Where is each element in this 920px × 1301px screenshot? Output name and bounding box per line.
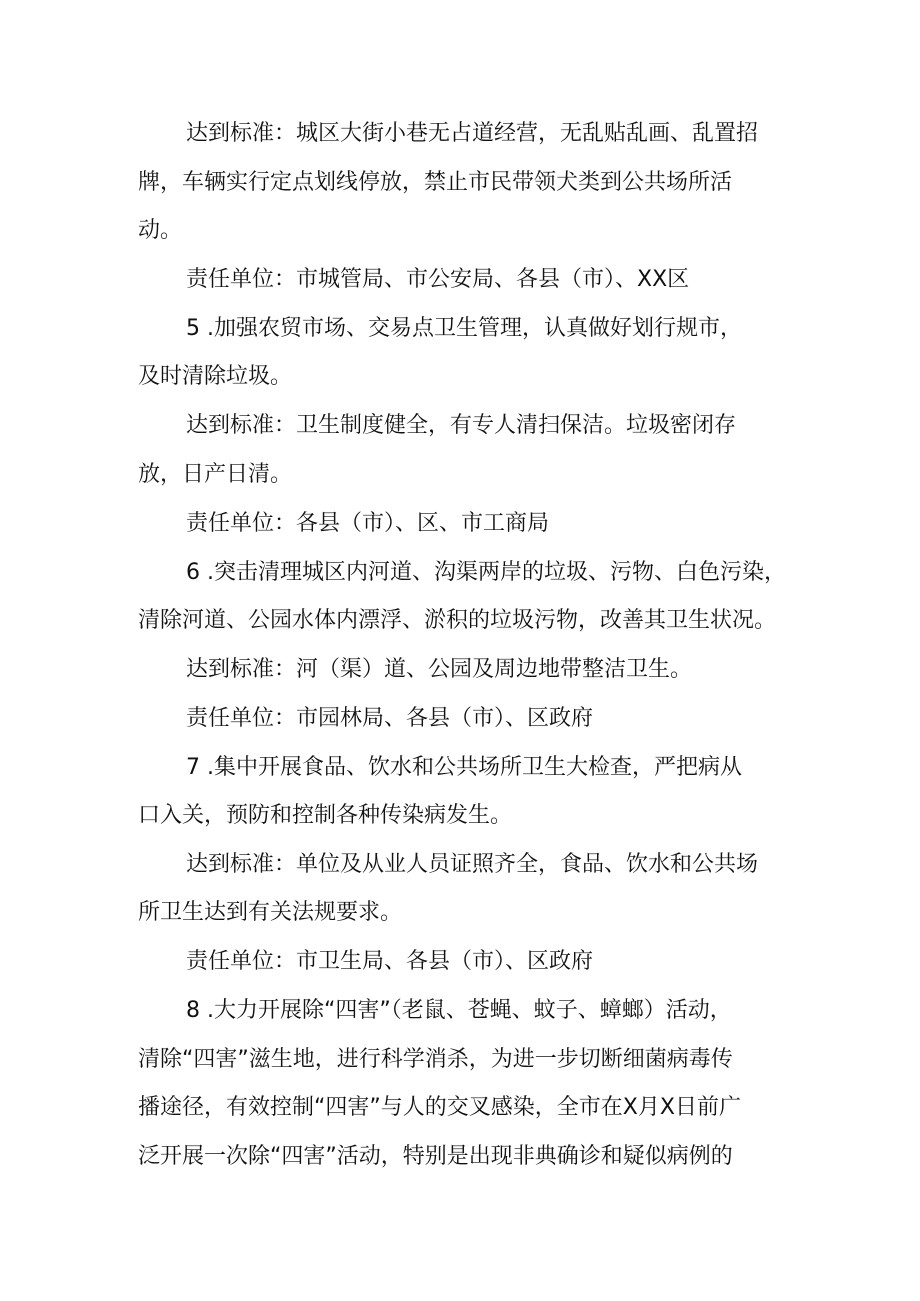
responsible-unit-6: 责任单位：市园林局、各县（市）、区政府 bbox=[186, 706, 594, 731]
responsible-unit-5: 责任单位：各县（市）、区、市工商局 bbox=[186, 511, 550, 536]
responsible-unit-line: 责任单位：市城管局、市公安局、各县（市）、XX区 bbox=[186, 267, 690, 292]
standard-6: 达到标准：河（渠）道、公园及周边地带整洁卫生。 bbox=[186, 657, 693, 682]
item-8-line-2: 清除“四害”滋生地，进行科学消杀，为进一步切断细菌病毒传 bbox=[138, 1047, 733, 1072]
item-5-line-1: 5 .加强农贸市场、交易点卫生管理，认真做好划行规市， bbox=[186, 316, 742, 341]
item-6-line-2: 清除河道、公园水体内漂浮、淤积的垃圾污物，改善其卫生状况。 bbox=[138, 608, 777, 633]
item-6-line-1: 6 .突击清理城区内河道、沟渠两岸的垃圾、污物、白色污染， bbox=[186, 560, 786, 585]
standard-7-line-2: 所卫生达到有关法规要求。 bbox=[138, 900, 403, 925]
item-7-line-2: 口入关，预防和控制各种传染病发生。 bbox=[138, 803, 513, 828]
responsible-unit-7: 责任单位：市卫生局、各县（市）、区政府 bbox=[186, 949, 594, 974]
item-7-line-1: 7 .集中开展食品、饮水和公共场所卫生大检查，严把病从 bbox=[186, 755, 742, 780]
item-8-line-1: 8 .大力开展除“四害”（老鼠、苍蝇、蚊子、蟑螂）活动， bbox=[186, 998, 732, 1023]
standard-7-line-1: 达到标准：单位及从业人员证照齐全，食品、饮水和公共场 bbox=[186, 852, 759, 877]
standard-5-line-1: 达到标准：卫生制度健全，有专人清扫保洁。垃圾密闭存 bbox=[186, 413, 737, 438]
paragraph-line-3: 动。 bbox=[138, 218, 183, 243]
standard-5-line-2: 放，日产日清。 bbox=[138, 462, 293, 487]
item-5-line-2: 及时清除垃圾。 bbox=[138, 364, 293, 389]
paragraph-line-1: 达到标准：城区大街小巷无占道经营，无乱贴乱画、乱置招 bbox=[186, 121, 759, 146]
paragraph-line-2: 牌，车辆实行定点划线停放，禁止市民带领犬类到公共场所活 bbox=[138, 170, 733, 195]
item-8-line-3: 播途径，有效控制“四害”与人的交叉感染，全市在X月X日前广 bbox=[138, 1095, 741, 1120]
item-8-line-4: 泛开展一次除“四害”活动，特别是出现非典确诊和疑似病例的 bbox=[138, 1144, 733, 1169]
